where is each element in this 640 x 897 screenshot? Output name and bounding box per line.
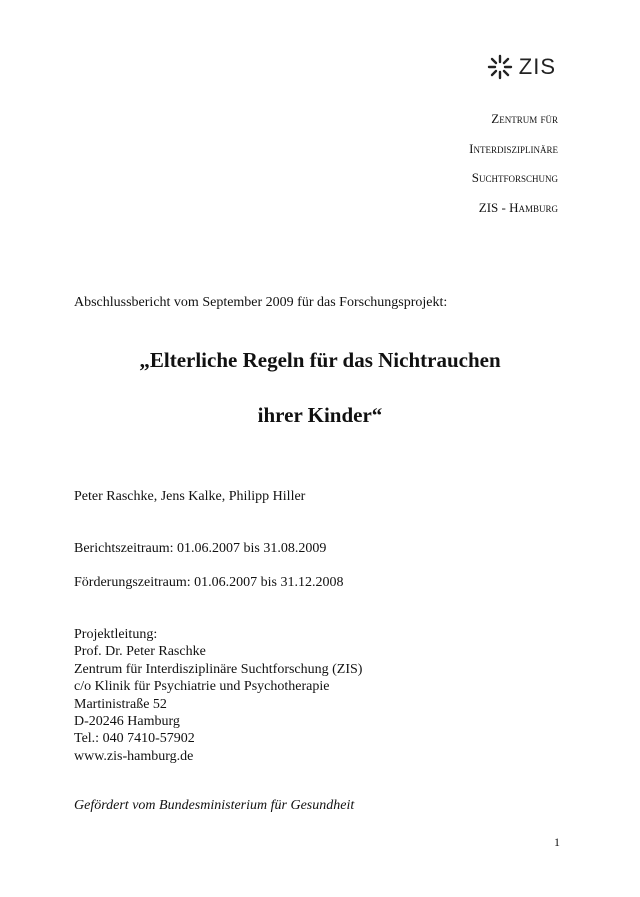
report-title-line-2: ihrer Kinder“ [257, 403, 383, 427]
funder-note: Gefördert vom Bundesministerium für Gesundheit [74, 798, 355, 813]
project-lead-line: c/o Klinik für Psychiatrie und Psychotherapie [74, 679, 330, 695]
project-lead-line: Prof. Dr. Peter Raschke [74, 644, 206, 660]
funding-period: Förderungszeitraum: 01.06.2007 bis 31.12.2008 [74, 575, 344, 590]
project-lead-line: Martinistraße 52 [74, 696, 167, 712]
project-lead-block [74, 626, 362, 765]
project-lead-line: Projektleitung: [74, 627, 158, 642]
reporting-period: Berichtszeitraum: 01.06.2007 bis 31.08.2009 [74, 541, 327, 556]
project-lead-line: D-20246 Hamburg [74, 714, 180, 730]
institution-line: Zentrum für [491, 111, 558, 126]
institution-line: Suchtforschung [471, 170, 558, 185]
page-number: 1 [554, 835, 560, 849]
institution-block [469, 104, 558, 222]
report-title-line-1: „Elterliche Regeln für das Nichtrauchen [139, 348, 501, 372]
authors: Peter Raschke, Jens Kalke, Philipp Hiller [74, 489, 306, 504]
zis-burst-icon [487, 54, 513, 80]
project-lead-line: Tel.: 040 7410-57902 [74, 731, 195, 747]
institution-line: Interdisziplinäre [469, 140, 558, 156]
logo-text: ZIS [518, 54, 556, 79]
report-intro: Abschlussbericht vom September 2009 für das Forschungsprojekt: [74, 295, 448, 310]
institution-line: ZIS - Hamburg [478, 199, 558, 215]
project-lead-website[interactable]: www.zis-hamburg.de [74, 748, 194, 764]
zis-logo [487, 54, 556, 80]
project-lead-line: Zentrum für Interdisziplinäre Suchtforschung (ZIS) [74, 661, 363, 677]
